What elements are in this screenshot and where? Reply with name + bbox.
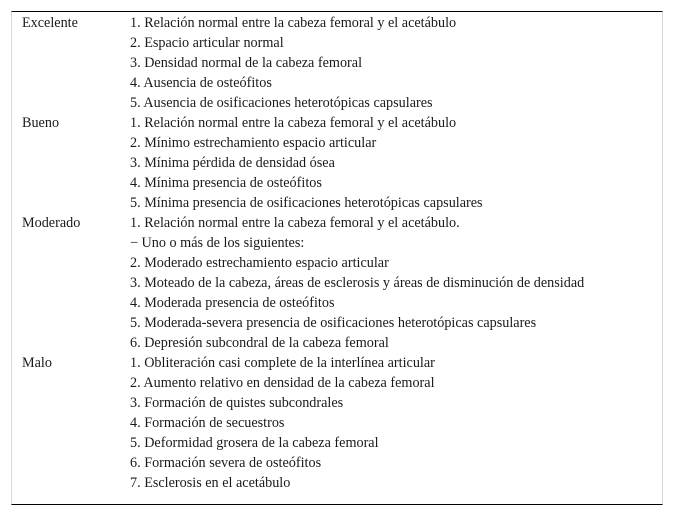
criterion-item: 6. Depresión subcondral de la cabeza femoral [130, 335, 389, 351]
criterion-item: 6. Formación severa de osteófitos [130, 455, 322, 471]
criterion-item: − Uno o más de los siguientes: [130, 235, 305, 251]
table-row-bueno [22, 113, 584, 213]
grade-label: Malo [22, 355, 52, 371]
grade-label: Moderado [22, 215, 81, 231]
criterion-item: 2. Espacio articular normal [130, 35, 284, 51]
grade-label: Excelente [22, 15, 78, 31]
criterion-item: 1. Obliteración casi complete de la interlínea articular [130, 355, 435, 371]
criterion-item: 1. Relación normal entre la cabeza femoral y el acetábulo [130, 115, 457, 131]
criterion-item: 4. Mínima presencia de osteófitos [130, 175, 322, 191]
criterion-item: 2. Moderado estrechamiento espacio articular [130, 255, 389, 271]
criterion-item: 3. Formación de quistes subcondrales [130, 395, 344, 411]
criterion-item: 5. Mínima presencia de osificaciones heterotópicas capsulares [130, 195, 483, 211]
criteria-list [130, 353, 584, 493]
criterion-item: 3. Moteado de la cabeza, áreas de esclerosis y áreas de disminución de densidad [130, 275, 585, 291]
criterion-item: 5. Moderada-severa presencia de osificaciones heterotópicas capsulares [130, 315, 537, 331]
criterion-item: 3. Mínima pérdida de densidad ósea [130, 155, 335, 171]
criterion-item: 3. Densidad normal de la cabeza femoral [130, 55, 363, 71]
criterion-item: 2. Aumento relativo en densidad de la cabeza femoral [130, 375, 435, 391]
table-row-excelente [22, 13, 584, 113]
grading-table-body [22, 13, 584, 493]
grading-table [11, 11, 663, 505]
criteria-list [130, 213, 584, 353]
criterion-item: 2. Mínimo estrechamiento espacio articular [130, 135, 377, 151]
table-row-moderado [22, 213, 584, 353]
criterion-item: 4. Ausencia de osteófitos [130, 75, 272, 91]
criterion-item: 4. Moderada presencia de osteófitos [130, 295, 335, 311]
criteria-list [130, 13, 584, 113]
criterion-item: 1. Relación normal entre la cabeza femoral y el acetábulo. [130, 215, 460, 231]
grade-label: Bueno [22, 115, 60, 131]
table-row-malo [22, 353, 584, 493]
criterion-item: 7. Esclerosis en el acetábulo [130, 475, 291, 491]
criterion-item: 4. Formación de secuestros [130, 415, 285, 431]
criterion-item: 5. Ausencia de osificaciones heterotópicas capsulares [130, 95, 433, 111]
criterion-item: 5. Deformidad grosera de la cabeza femoral [130, 435, 379, 451]
criterion-item: 1. Relación normal entre la cabeza femoral y el acetábulo [130, 15, 457, 31]
criteria-list [130, 113, 584, 213]
